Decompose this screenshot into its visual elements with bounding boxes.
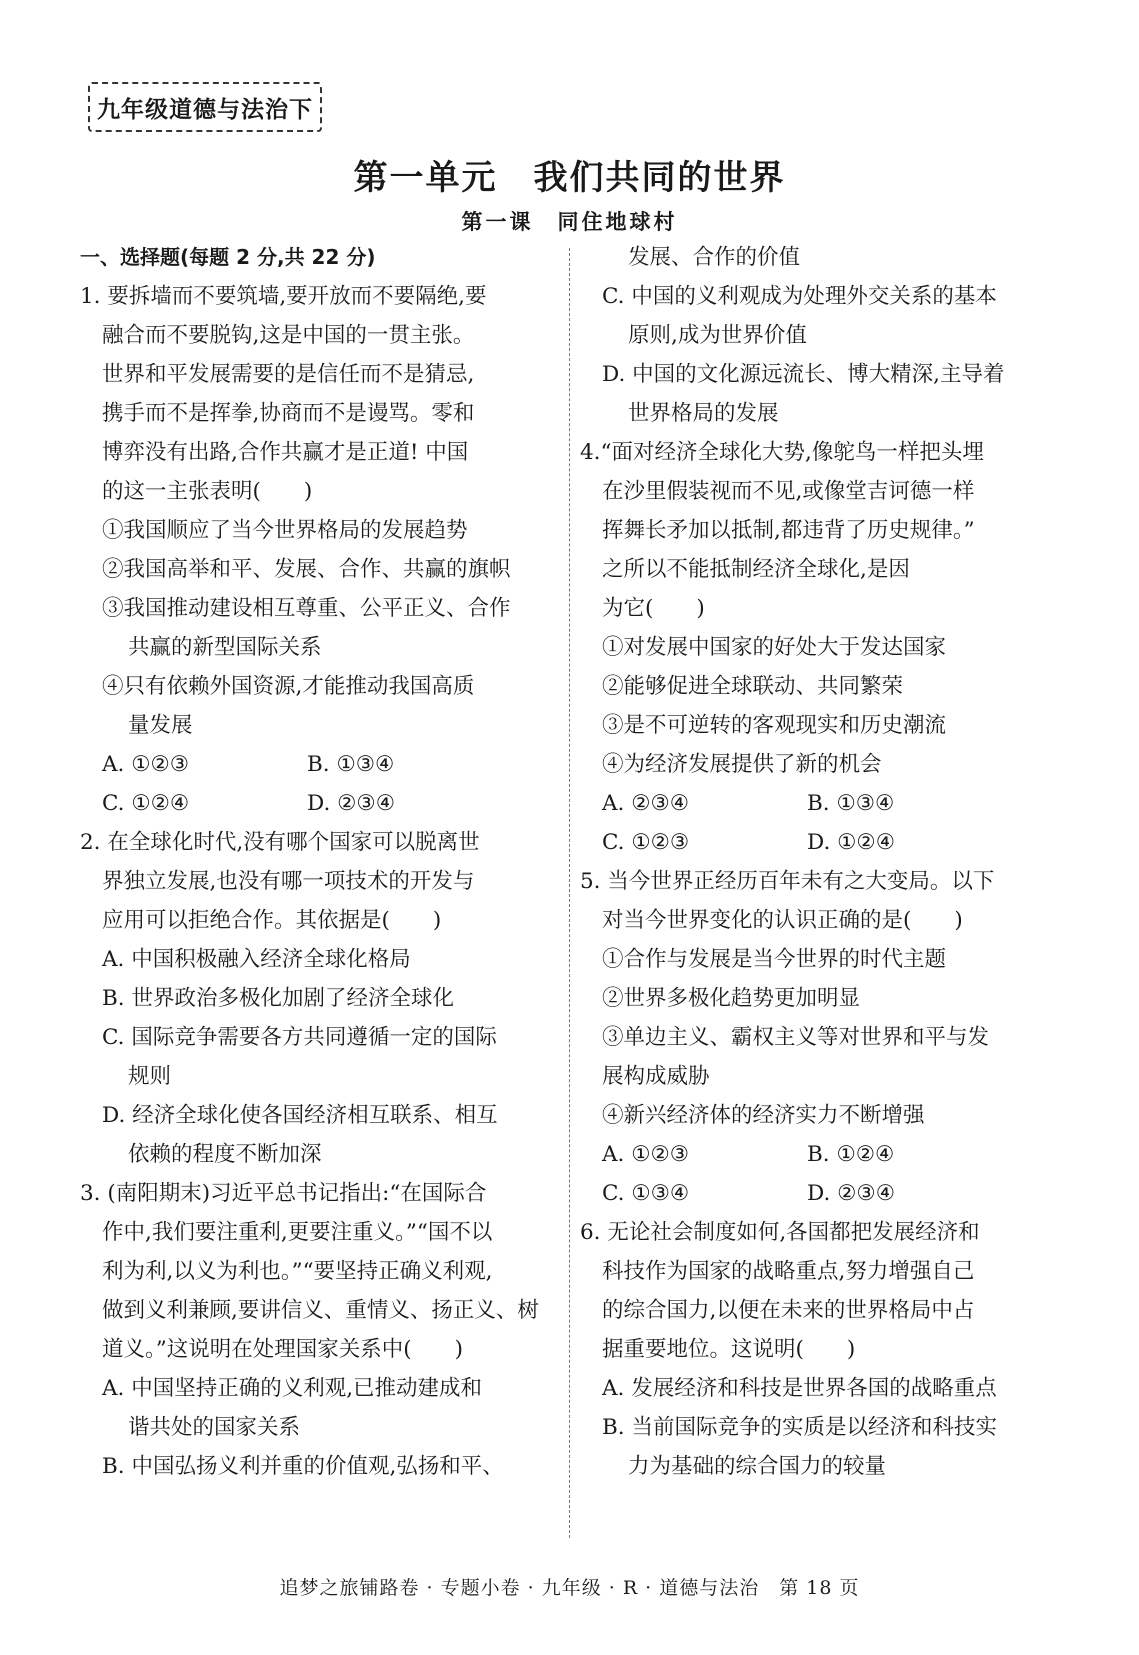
answer-options-row bbox=[580, 823, 1035, 862]
text-line: ③是不可逆转的客观现实和历史潮流 bbox=[602, 713, 947, 738]
text-line: 发展、合作的价值 bbox=[628, 245, 801, 270]
text-line: 科技作为国家的战略重点,努力增强自己 bbox=[602, 1259, 975, 1284]
answer-option: B. ①③④ bbox=[307, 752, 395, 777]
text-line: ④新兴经济体的经济实力不断增强 bbox=[602, 1103, 925, 1128]
text-line: 融合而不要脱钩,这是中国的一贯主张。 bbox=[102, 323, 475, 348]
text-line: ②世界多极化趋势更加明显 bbox=[602, 986, 861, 1011]
text-line: ①合作与发展是当今世界的时代主题 bbox=[602, 947, 947, 972]
text-line: 应用可以拒绝合作。其依据是( ) bbox=[102, 908, 442, 933]
text-line: 博弈没有出路,合作共赢才是正道! 中国 bbox=[102, 440, 469, 465]
answer-options-row bbox=[80, 745, 550, 784]
answer-option: C. ①②③ bbox=[602, 830, 690, 855]
answer-option: D. ②③④ bbox=[307, 791, 395, 816]
text-line: 据重要地位。这说明( ) bbox=[602, 1337, 856, 1362]
text-line: ④只有依赖外国资源,才能推动我国高质 bbox=[102, 674, 475, 699]
text-line: 道义。”这说明在处理国家关系中( ) bbox=[102, 1337, 464, 1362]
answer-options-row bbox=[580, 1135, 1035, 1174]
answer-option: D. ①②④ bbox=[807, 830, 895, 855]
answer-option: A. ①②③ bbox=[102, 752, 190, 777]
text-line: B. 当前国际竞争的实质是以经济和科技实 bbox=[602, 1415, 997, 1440]
text-line: 携手而不是挥拳,协商而不是谩骂。零和 bbox=[102, 401, 475, 426]
text-line: C. 中国的义利观成为处理外交关系的基本 bbox=[602, 284, 997, 309]
text-line: 规则 bbox=[128, 1064, 172, 1089]
text-line: ③我国推动建设相互尊重、公平正义、合作 bbox=[102, 596, 511, 621]
text-line: ①对发展中国家的好处大于发达国家 bbox=[602, 635, 947, 660]
grade-subject-tag: 九年级道德与法治下 bbox=[88, 82, 322, 132]
text-line: C. 国际竞争需要各方共同遵循一定的国际 bbox=[102, 1025, 497, 1050]
text-line: 世界和平发展需要的是信任而不是猜忌, bbox=[102, 362, 475, 387]
column-divider bbox=[569, 248, 570, 1538]
text-line: 世界格局的发展 bbox=[628, 401, 779, 426]
text-line: D. 中国的文化源远流长、博大精深,主导着 bbox=[602, 362, 1005, 387]
answer-options-row bbox=[580, 784, 1035, 823]
right-column bbox=[580, 238, 1035, 1486]
text-line: 的综合国力,以便在未来的世界格局中占 bbox=[602, 1298, 975, 1323]
text-line: 展构成威胁 bbox=[602, 1064, 710, 1089]
text-line: B. 中国弘扬义利并重的价值观,弘扬和平、 bbox=[102, 1454, 504, 1479]
question-stem: 4.“面对经济全球化大势,像鸵鸟一样把头埋 bbox=[580, 440, 984, 465]
text-line: 挥舞长矛加以抵制,都违背了历史规律。” bbox=[602, 518, 975, 543]
answer-option: B. ①③④ bbox=[807, 791, 895, 816]
text-line: A. 中国坚持正确的义利观,已推动建成和 bbox=[102, 1376, 483, 1401]
left-column bbox=[80, 238, 550, 1486]
question-stem: 6. 无论社会制度如何,各国都把发展经济和 bbox=[580, 1220, 980, 1245]
text-line: 在沙里假装视而不见,或像堂吉诃德一样 bbox=[602, 479, 975, 504]
unit-title: 第一单元 我们共同的世界 bbox=[353, 158, 786, 198]
page-footer: 追梦之旅铺路卷 · 专题小卷 · 九年级 · R · 道德与法治 第 18 页 bbox=[279, 1577, 860, 1599]
text-line: 的这一主张表明( ) bbox=[102, 479, 313, 504]
text-line: 共赢的新型国际关系 bbox=[128, 635, 322, 660]
section-heading: 一、选择题(每题 2 分,共 22 分) bbox=[80, 245, 376, 269]
text-line: 之所以不能抵制经济全球化,是因 bbox=[602, 557, 910, 582]
text-line: 原则,成为世界价值 bbox=[628, 323, 807, 348]
text-line: ④为经济发展提供了新的机会 bbox=[602, 752, 882, 777]
text-line: 界独立发展,也没有哪一项技术的开发与 bbox=[102, 869, 475, 894]
text-line: 作中,我们要注重利,更要注重义。”“国不以 bbox=[102, 1220, 493, 1245]
text-line: 依赖的程度不断加深 bbox=[128, 1142, 322, 1167]
question-stem: 1. 要拆墙而不要筑墙,要开放而不要隔绝,要 bbox=[80, 284, 487, 309]
text-line: 量发展 bbox=[128, 713, 193, 738]
question-stem: 2. 在全球化时代,没有哪个国家可以脱离世 bbox=[80, 830, 480, 855]
text-line: 利为利,以义为利也。”“要坚持正确义利观, bbox=[102, 1259, 493, 1284]
text-line: 谐共处的国家关系 bbox=[128, 1415, 301, 1440]
text-line: 力为基础的综合国力的较量 bbox=[628, 1454, 887, 1479]
text-line: A. 中国积极融入经济全球化格局 bbox=[102, 947, 411, 972]
answer-option: C. ①②④ bbox=[102, 791, 190, 816]
text-line: ①我国顺应了当今世界格局的发展趋势 bbox=[102, 518, 468, 543]
answer-option: A. ②③④ bbox=[602, 791, 690, 816]
lesson-title: 第一课 同住地球村 bbox=[461, 210, 678, 234]
answer-option: C. ①③④ bbox=[602, 1181, 690, 1206]
text-line: ②能够促进全球联动、共同繁荣 bbox=[602, 674, 904, 699]
question-stem: 5. 当今世界正经历百年未有之大变局。以下 bbox=[580, 869, 995, 894]
answer-option: D. ②③④ bbox=[807, 1181, 895, 1206]
text-line: D. 经济全球化使各国经济相互联系、相互 bbox=[102, 1103, 498, 1128]
question-stem: 3. (南阳期末)习近平总书记指出:“在国际合 bbox=[80, 1181, 487, 1206]
text-line: 为它( ) bbox=[602, 596, 705, 621]
answer-option: B. ①②④ bbox=[807, 1142, 895, 1167]
text-line: 对当今世界变化的认识正确的是( ) bbox=[602, 908, 963, 933]
text-line: ③单边主义、霸权主义等对世界和平与发 bbox=[602, 1025, 990, 1050]
text-line: ②我国高举和平、发展、合作、共赢的旗帜 bbox=[102, 557, 511, 582]
answer-options-row bbox=[580, 1174, 1035, 1213]
text-line: 做到义利兼顾,要讲信义、重情义、扬正义、树 bbox=[102, 1298, 539, 1323]
text-line: A. 发展经济和科技是世界各国的战略重点 bbox=[602, 1376, 997, 1401]
answer-option: A. ①②③ bbox=[602, 1142, 690, 1167]
answer-options-row bbox=[80, 784, 550, 823]
text-line: B. 世界政治多极化加剧了经济全球化 bbox=[102, 986, 454, 1011]
